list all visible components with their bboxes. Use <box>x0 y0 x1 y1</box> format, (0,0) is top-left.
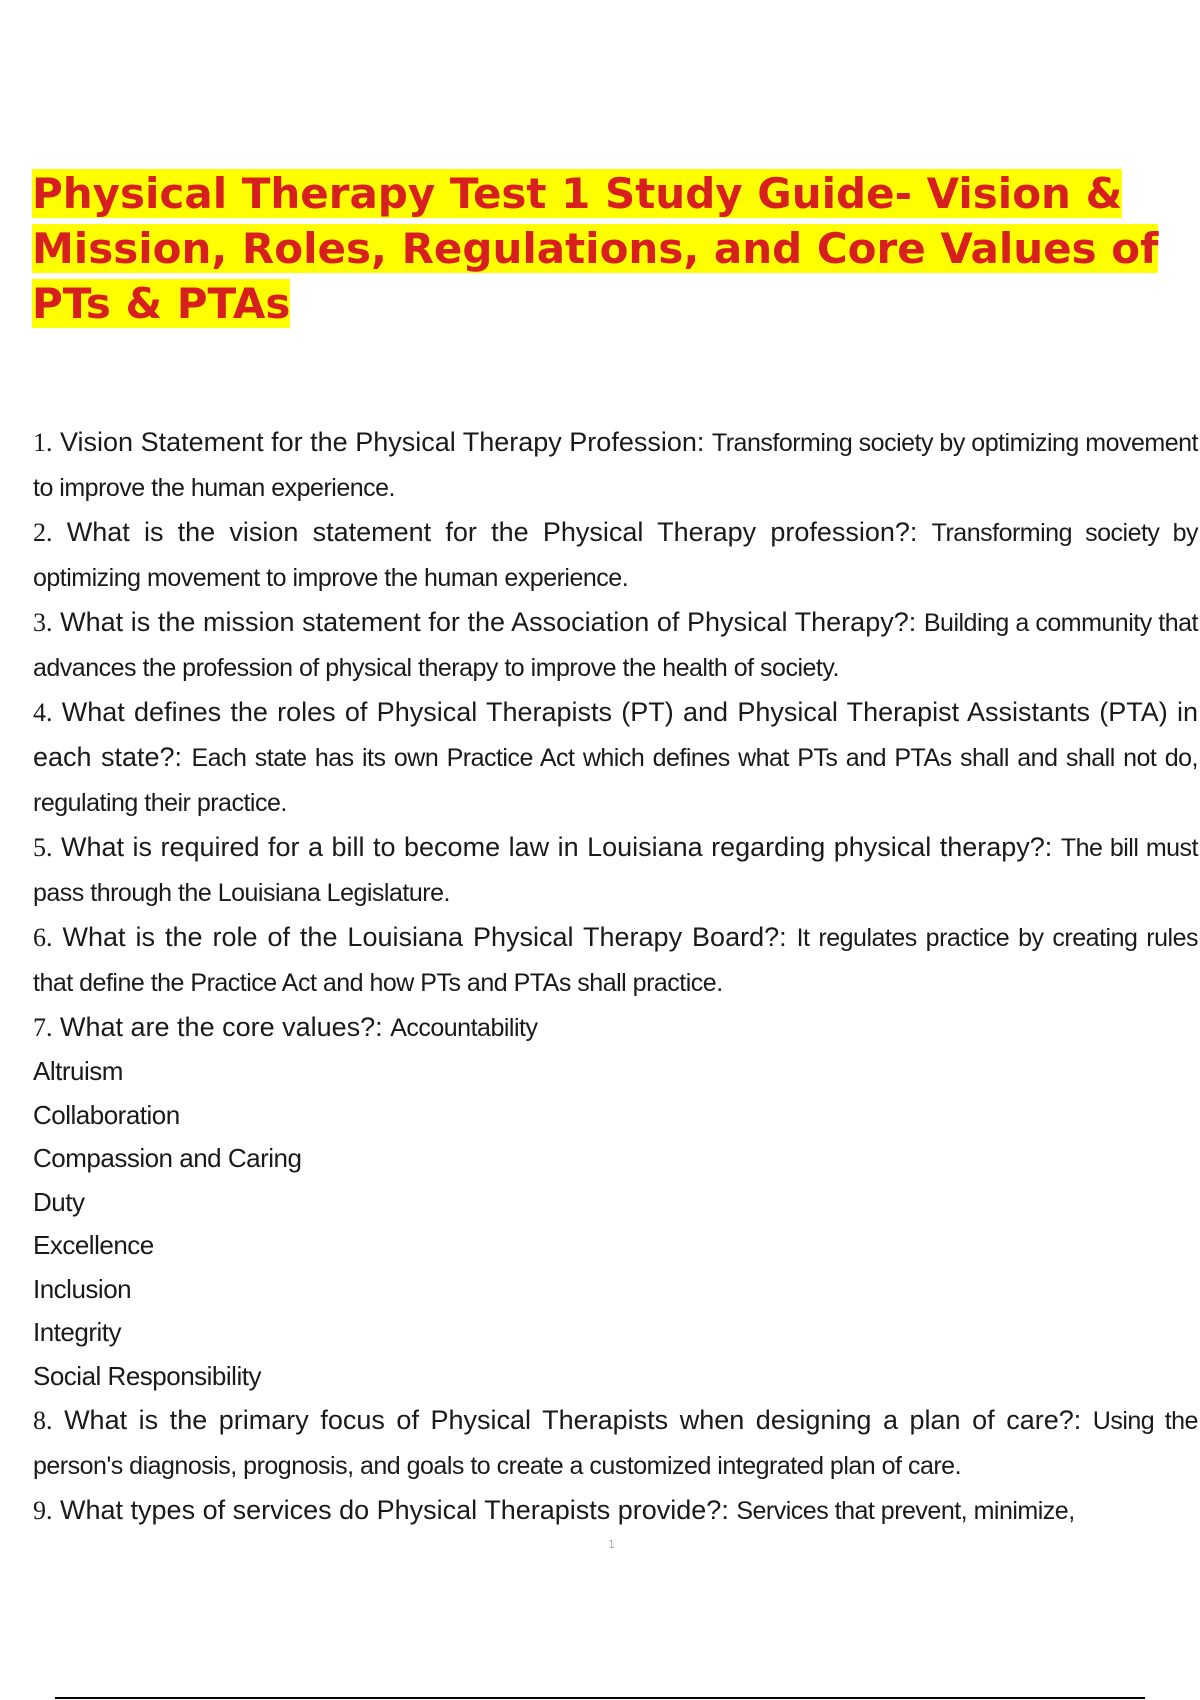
question-text: What defines the roles of Physical Therapists (PT) and Physical Therapist Assistants (PTA) in each state?: <box>33 697 1198 772</box>
question-text: What is the role of the Louisiana Physical Therapy Board?: <box>62 922 787 952</box>
core-value-item: Collaboration <box>33 1099 180 1130</box>
question-text: What is the mission statement for the Association of Physical Therapy?: <box>60 607 917 637</box>
answer-text: The bill must pass through the Louisiana Legislature. <box>33 834 1198 907</box>
question-text: What are the core values?: <box>60 1012 383 1042</box>
question-item <box>33 420 1198 510</box>
core-value-item: Excellence <box>33 1230 154 1260</box>
question-item <box>33 510 1198 600</box>
question-number: 8. <box>33 1406 53 1435</box>
question-number: 5. <box>33 833 53 862</box>
question-item <box>33 1488 1198 1533</box>
core-value-item: Social Responsibility <box>33 1360 261 1391</box>
question-number: 4. <box>33 698 53 727</box>
answer-text: Building a community that advances the profession of physical therapy to improve the health of society. <box>33 609 1198 682</box>
core-value-item: Duty <box>33 1186 85 1217</box>
question-item <box>33 690 1198 825</box>
answer-text: It regulates practice by creating rules that define the Practice Act and how PTs and PTAs shall practice. <box>33 924 1198 997</box>
core-value-item: Altruism <box>33 1056 123 1086</box>
footer-divider <box>55 1697 1145 1699</box>
question-item <box>33 1398 1198 1488</box>
question-text: What is required for a bill to become law in Louisiana regarding physical therapy?: <box>61 832 1053 862</box>
answer-text: Using the person's diagnosis, prognosis, and goals to create a customized integrated plan of care. <box>33 1407 1198 1480</box>
question-number: 7. <box>33 1013 53 1042</box>
question-item <box>33 915 1198 1005</box>
question-item <box>33 1005 1198 1050</box>
document-title <box>32 166 1200 331</box>
question-text: What is the primary focus of Physical Therapists when designing a plan of care?: <box>64 1405 1082 1435</box>
question-text: What types of services do Physical Therapists provide?: <box>60 1495 729 1525</box>
answer-text: Services that prevent, minimize, <box>736 1497 1075 1525</box>
question-number: 2. <box>33 518 53 547</box>
core-value-item: Inclusion <box>33 1273 132 1304</box>
core-value-item: Compassion and Caring <box>33 1143 302 1173</box>
question-text: What is the vision statement for the Physical Therapy profession?: <box>66 517 918 547</box>
answer-text: Accountability <box>390 1014 538 1042</box>
question-item <box>33 600 1198 690</box>
answer-text: Transforming society by optimizing movement to improve the human experience. <box>33 519 1198 592</box>
title-highlight: Physical Therapy Test 1 Study Guide- Vision & Mission, Roles, Regulations, and Core Values of PTs & PTAs <box>32 169 1159 328</box>
answer-text: Each state has its own Practice Act which defines what PTs and PTAs shall and shall not do, regulating their practice. <box>33 744 1198 817</box>
question-number: 3. <box>33 608 53 637</box>
question-number: 1. <box>33 428 53 457</box>
page-number: 1 <box>608 1538 615 1551</box>
question-number: 6. <box>33 923 53 952</box>
question-text: Vision Statement for the Physical Therapy Profession: <box>60 427 705 457</box>
answer-text: Transforming society by optimizing movement to improve the human experience. <box>33 429 1198 502</box>
study-guide-content <box>33 420 1198 1533</box>
question-number: 9. <box>33 1496 53 1525</box>
question-item <box>33 825 1198 915</box>
core-value-item: Integrity <box>33 1317 121 1347</box>
